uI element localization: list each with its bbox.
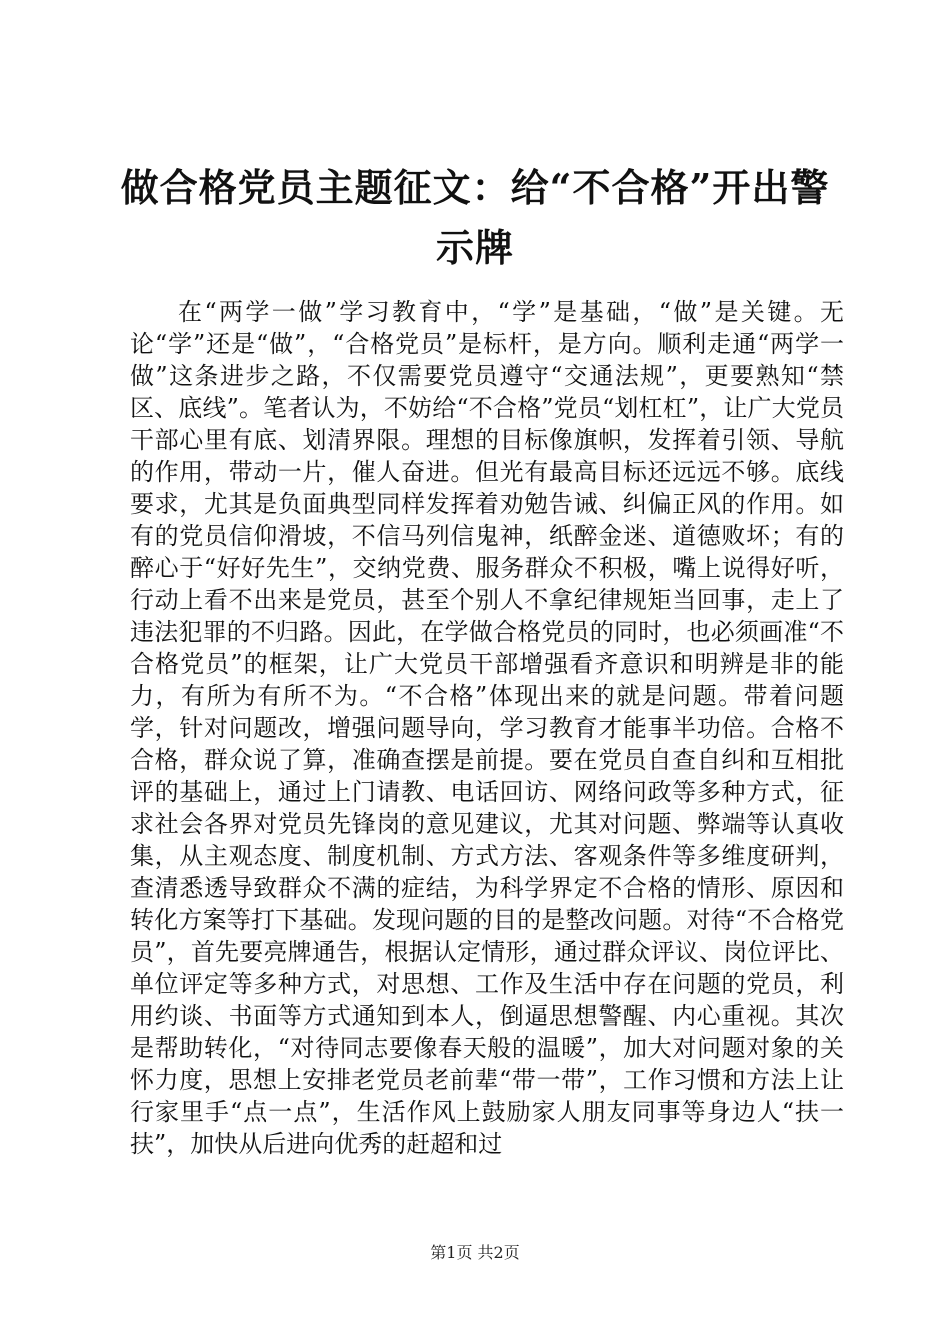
document-title: 做合格党员主题征文：给“不合格”开出警示牌 bbox=[120, 165, 830, 270]
document-body-paragraph: 在“两学一做”学习教育中，“学”是基础，“做”是关键。无论“学”还是“做”，“合格党员”是标杆，是方向。顺利走通“两学一做”这条进步之路，不仅需要党员遵守“交通法规”，更要熟知“禁区、底线”。笔者认为，不妨给“不合格”党员“划杠杠”，让广大党员干部心里有底、划清界限。理想的目标像旗帜，发挥着引领、导航的作用，带动一片，催人奋进。但光有最高目标还远远不够。底线要求，尤其是负面典型同样发挥着劝勉告诫、纠偏正风的作用。如有的党员信仰滑坡，不信马列信鬼神，纸醉金迷、道德败坏；有的醉心于“好好先生”，交纳党费、服务群众不积极，嘴上说得好听，行动上看不出来是党员，甚至个别人不拿纪律规矩当回事，走上了违法犯罪的不归路。因此，在学做合格党员的同时，也必须画准“不合格党员”的框架，让广大党员干部增强看齐意识和明辨是非的能力，有所为有所不为。“不合格”体现出来的就是问题。带着问题学，针对问题改，增强问题导向，学习教育才能事半功倍。合格不合格，群众说了算，准确查摆是前提。要在党员自查自纠和互相批评的基础上，通过上门请教、电话回访、网络问政等多种方式，征求社会各界对党员先锋岗的意见建议，尤其对问题、弊端等认真收集，从主观态度、制度机制、方式方法、客观条件等多维度研判，查清悉透导致群众不满的症结，为科学界定不合格的情形、原因和转化方案等打下基础。发现问题的目的是整改问题。对待“不合格党员”，首先要亮牌通告，根据认定情形，通过群众评议、岗位评比、单位评定等多种方式，对思想、工作及生活中存在问题的党员，利用约谈、书面等方式通知到本人，倒逼思想警醒、内心重视。其次是帮助转化，“对待同志要像春天般的温暖”，加大对问题对象的关怀力度，思想上安排老党员老前辈“带一带”，工作习惯和方法上让行家里手“点一点”，生活作风上鼓励家人朋友同事等身边人“扶一扶”，加快从后进向优秀的赶超和过 bbox=[130, 298, 844, 1158]
page-number-footer: 第1页 共2页 bbox=[430, 1243, 520, 1262]
